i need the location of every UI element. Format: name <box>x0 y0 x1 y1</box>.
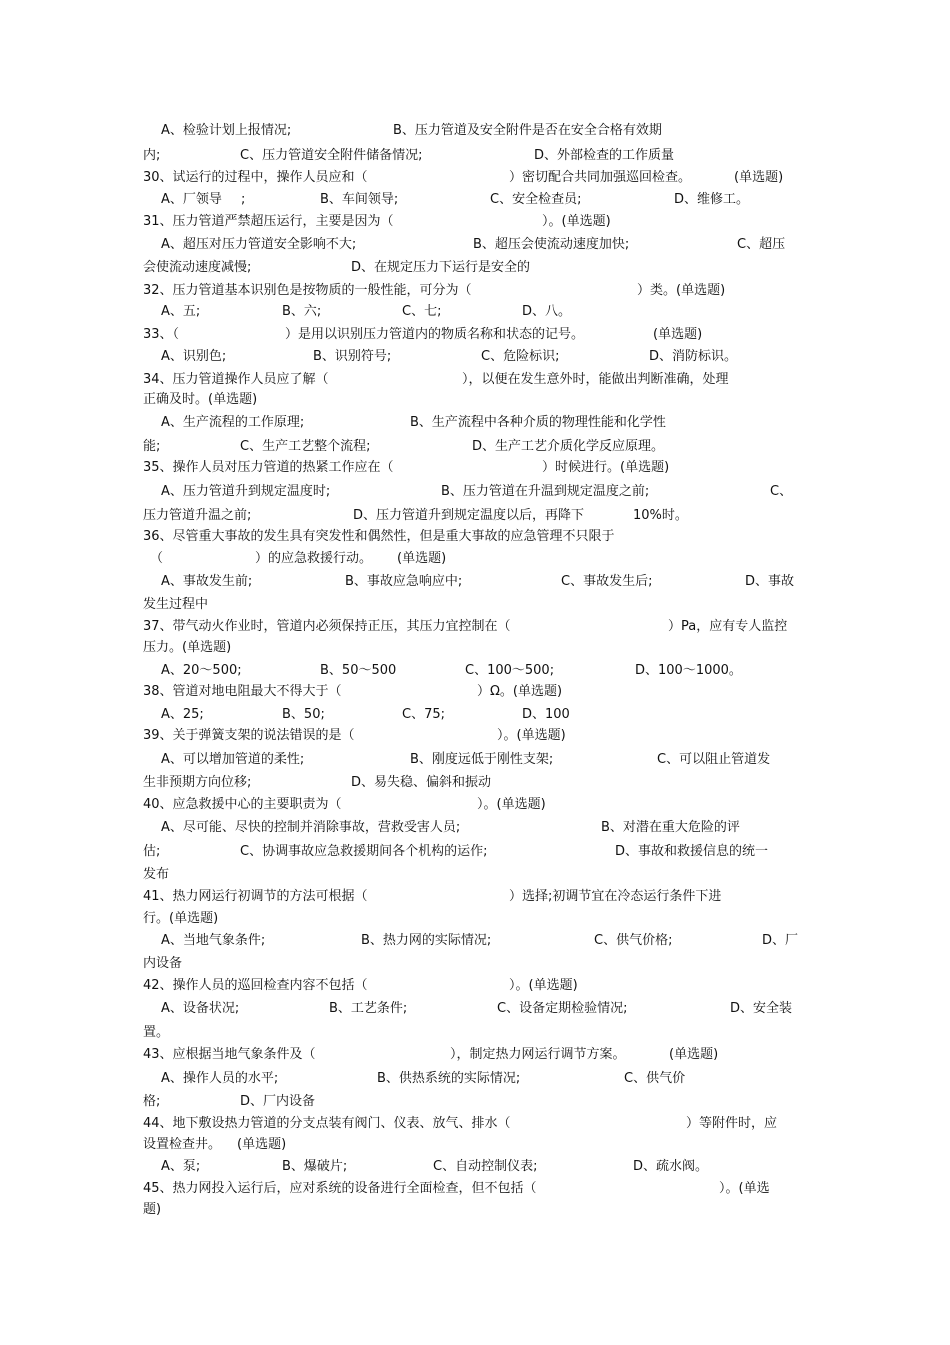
text-segment: A、五; <box>161 304 201 319</box>
text-segment: A、压力管道升到规定温度时; <box>161 484 331 499</box>
text-segment: D、易失稳、偏斜和振动 <box>351 775 492 790</box>
text-segment: ）。(单选题) <box>542 214 611 229</box>
text-segment: 39、关于弹簧支架的说法错误的是（ <box>143 728 355 743</box>
text-segment: 32、压力管道基本识别色是按物质的一般性能，可分为（ <box>143 283 472 298</box>
text-segment: 内设备 <box>143 956 183 971</box>
text-line <box>0 1046 950 1064</box>
text-line <box>0 639 950 657</box>
text-segment: B、供热系统的实际情况; <box>377 1071 521 1086</box>
text-segment: A、泵; <box>161 1159 201 1174</box>
text-line <box>0 371 950 389</box>
text-segment: 41、热力网运行初调节的方法可根据（ <box>143 889 368 904</box>
text-line <box>0 932 950 950</box>
text-line <box>0 459 950 477</box>
text-segment: A、识别色; <box>161 349 227 364</box>
text-line <box>0 550 950 568</box>
text-line <box>0 236 950 254</box>
text-segment: 44、地下敷设热力管道的分支点装有阀门、仪表、放气、排水（ <box>143 1116 511 1131</box>
text-line <box>0 191 950 209</box>
text-segment: ）的应急救援行动。 <box>255 551 373 566</box>
text-line <box>0 1201 950 1219</box>
text-segment: ），制定热力网运行调节方案。 <box>450 1047 626 1062</box>
text-segment: C、事故发生后; <box>561 574 653 589</box>
text-line <box>0 507 950 525</box>
text-segment: 行。(单选题) <box>143 911 219 926</box>
text-line <box>0 751 950 769</box>
text-line <box>0 977 950 995</box>
text-segment: B、六; <box>282 304 322 319</box>
text-segment: A、超压对压力管道安全影响不大; <box>161 237 357 252</box>
text-segment: ），以便在发生意外时，能做出判断准确，处理 <box>462 372 729 387</box>
text-segment: 34、压力管道操作人员应了解（ <box>143 372 329 387</box>
text-line <box>0 147 950 165</box>
text-line <box>0 213 950 231</box>
text-segment: D、厂 <box>762 933 799 948</box>
text-segment: ）。(单选题) <box>509 978 578 993</box>
text-line <box>0 774 950 792</box>
text-segment: (单选题) <box>669 1047 719 1062</box>
text-segment: D、100～1000。 <box>635 663 742 678</box>
text-line <box>0 910 950 928</box>
text-segment: 估; <box>143 844 161 859</box>
text-segment: C、七; <box>402 304 442 319</box>
text-line <box>0 1115 950 1133</box>
text-segment: C、 <box>770 484 793 499</box>
text-segment: B、对潜在重大危险的评 <box>601 820 740 835</box>
text-segment: 压力。(单选题) <box>143 640 232 655</box>
text-segment: ）类。(单选题) <box>637 283 726 298</box>
text-segment: A、当地气象条件; <box>161 933 266 948</box>
text-segment: 置。 <box>143 1025 170 1040</box>
text-segment: 能; <box>143 439 161 454</box>
text-line <box>0 391 950 409</box>
text-segment: C、设备定期检验情况; <box>497 1001 628 1016</box>
text-segment: A、可以增加管道的柔性; <box>161 752 305 767</box>
text-line <box>0 348 950 366</box>
text-segment: 31、压力管道严禁超压运行，主要是因为（ <box>143 214 394 229</box>
text-segment: 40、应急救援中心的主要职责为（ <box>143 797 342 812</box>
text-segment: D、100 <box>522 707 570 722</box>
text-segment: A、事故发生前; <box>161 574 253 589</box>
text-segment: C、压力管道安全附件储备情况; <box>240 148 423 163</box>
text-segment: B、热力网的实际情况; <box>361 933 492 948</box>
text-segment: B、爆破片; <box>282 1159 348 1174</box>
text-segment: C、100～500; <box>465 663 555 678</box>
text-segment: 设置检查井。 <box>143 1137 222 1152</box>
text-segment: C、协调事故应急救援期间各个机构的运作; <box>240 844 488 859</box>
text-segment: D、疏水阀。 <box>633 1159 709 1174</box>
text-line <box>0 1024 950 1042</box>
text-segment: B、识别符号; <box>313 349 392 364</box>
text-line <box>0 662 950 680</box>
text-line <box>0 303 950 321</box>
text-segment: D、生产工艺介质化学反应原理。 <box>472 439 665 454</box>
text-segment: B、刚度远低于刚性支架; <box>410 752 554 767</box>
text-line <box>0 528 950 546</box>
text-segment: (单选题) <box>734 170 784 185</box>
text-segment: 格; <box>143 1094 161 1109</box>
text-segment: 36、尽管重大事故的发生具有突发性和偶然性，但是重大事故的应急管理不只限于 <box>143 529 615 544</box>
text-line <box>0 1158 950 1176</box>
text-line <box>0 1070 950 1088</box>
text-segment: A、20～500; <box>161 663 242 678</box>
text-line <box>0 1093 950 1111</box>
text-segment: C、75; <box>402 707 445 722</box>
text-segment: C、自动控制仪表; <box>433 1159 538 1174</box>
text-segment: 45、热力网投入运行后，应对系统的设备进行全面检查，但不包括（ <box>143 1181 537 1196</box>
text-line <box>0 483 950 501</box>
text-segment: B、50; <box>282 707 325 722</box>
text-segment: C、供气价 <box>624 1071 686 1086</box>
text-segment: C、安全检查员; <box>490 192 582 207</box>
text-segment: ）Pa，应有专人监控 <box>668 619 788 634</box>
text-line <box>0 596 950 614</box>
text-segment: （ <box>150 551 164 566</box>
text-line <box>0 727 950 745</box>
text-segment: 发生过程中 <box>143 597 209 612</box>
text-line <box>0 326 950 344</box>
text-segment: A、尽可能、尽快的控制并消除事故，营救受害人员; <box>161 820 461 835</box>
text-segment: ）是用以识别压力管道内的物质名称和状态的记号。 <box>285 327 585 342</box>
text-segment: (单选题) <box>397 551 447 566</box>
text-segment: 题) <box>143 1202 162 1217</box>
text-segment: D、厂内设备 <box>240 1094 316 1109</box>
text-segment: ）时候进行。(单选题) <box>542 460 670 475</box>
text-segment: D、事故 <box>745 574 795 589</box>
text-segment: 压力管道升温之前; <box>143 508 252 523</box>
text-line <box>0 618 950 636</box>
text-segment: B、生产流程中各种介质的物理性能和化学性 <box>410 415 666 430</box>
text-line <box>0 955 950 973</box>
text-segment: D、外部检查的工作质量 <box>534 148 675 163</box>
text-segment: 30、试运行的过程中，操作人员应和（ <box>143 170 368 185</box>
text-segment: 发布 <box>143 867 170 882</box>
text-segment: ）。(单选题) <box>477 797 546 812</box>
text-segment: D、八。 <box>522 304 572 319</box>
text-segment: (单选题) <box>653 327 703 342</box>
text-line <box>0 706 950 724</box>
text-segment: ）选择;初调节宜在冷态运行条件下进 <box>509 889 722 904</box>
text-line <box>0 819 950 837</box>
text-line <box>0 683 950 701</box>
text-segment: 35、操作人员对压力管道的热紧工作应在（ <box>143 460 394 475</box>
text-segment: B、压力管道及安全附件是否在安全合格有效期 <box>393 123 662 138</box>
text-segment: D、事故和救援信息的统一 <box>615 844 769 859</box>
text-line <box>0 259 950 277</box>
text-segment: 生非预期方向位移; <box>143 775 252 790</box>
text-segment: ）密切配合共同加强巡回检查。 <box>509 170 692 185</box>
text-segment: D、压力管道升到规定温度以后，再降下 <box>353 508 585 523</box>
text-segment: A、厂领导 <box>161 192 222 207</box>
text-line <box>0 1180 950 1198</box>
text-line <box>0 1136 950 1154</box>
text-segment: 内; <box>143 148 161 163</box>
text-line <box>0 282 950 300</box>
text-segment: A、设备状况; <box>161 1001 240 1016</box>
text-segment: 正确及时。(单选题) <box>143 392 258 407</box>
text-segment: ）。(单选 <box>719 1181 770 1196</box>
text-segment: B、工艺条件; <box>329 1001 408 1016</box>
text-segment: ）。(单选题) <box>497 728 566 743</box>
text-segment: 10%时。 <box>633 508 688 523</box>
text-segment: 37、带气动火作业时，管道内必须保持正压，其压力宜控制在（ <box>143 619 511 634</box>
text-segment: A、操作人员的水平; <box>161 1071 279 1086</box>
text-line <box>0 796 950 814</box>
text-segment: ）Ω。(单选题) <box>477 684 563 699</box>
text-segment: B、超压会使流动速度加快; <box>473 237 630 252</box>
text-line <box>0 438 950 456</box>
text-line <box>0 866 950 884</box>
text-segment: C、供气价格; <box>594 933 673 948</box>
text-segment: D、安全装 <box>730 1001 793 1016</box>
text-line <box>0 888 950 906</box>
text-segment: A、25; <box>161 707 204 722</box>
text-segment: 38、管道对地电阻最大不得大于（ <box>143 684 342 699</box>
text-segment: B、50～500 <box>320 663 397 678</box>
text-segment: ; <box>241 192 246 207</box>
text-segment: 43、应根据当地气象条件及（ <box>143 1047 316 1062</box>
text-segment: 33、（ <box>143 327 180 342</box>
text-segment: B、压力管道在升温到规定温度之前; <box>441 484 650 499</box>
text-segment: C、危险标识; <box>481 349 560 364</box>
text-line <box>0 414 950 432</box>
text-segment: (单选题) <box>237 1137 287 1152</box>
text-segment: C、生产工艺整个流程; <box>240 439 371 454</box>
text-segment: A、生产流程的工作原理; <box>161 415 305 430</box>
text-segment: C、超压 <box>737 237 786 252</box>
text-segment: D、在规定压力下运行是安全的 <box>351 260 531 275</box>
text-line <box>0 843 950 861</box>
text-segment: ）等附件时，应 <box>686 1116 778 1131</box>
text-segment: C、可以阻止管道发 <box>657 752 771 767</box>
text-segment: D、维修工。 <box>674 192 750 207</box>
text-line <box>0 122 950 140</box>
text-line <box>0 1000 950 1018</box>
text-segment: B、车间领导; <box>320 192 399 207</box>
text-segment: D、消防标识。 <box>649 349 738 364</box>
text-segment: A、检验计划上报情况; <box>161 123 292 138</box>
text-segment: 42、操作人员的巡回检查内容不包括（ <box>143 978 368 993</box>
text-line <box>0 573 950 591</box>
text-line <box>0 169 950 187</box>
text-segment: B、事故应急响应中; <box>345 574 463 589</box>
text-segment: 会使流动速度减慢; <box>143 260 252 275</box>
